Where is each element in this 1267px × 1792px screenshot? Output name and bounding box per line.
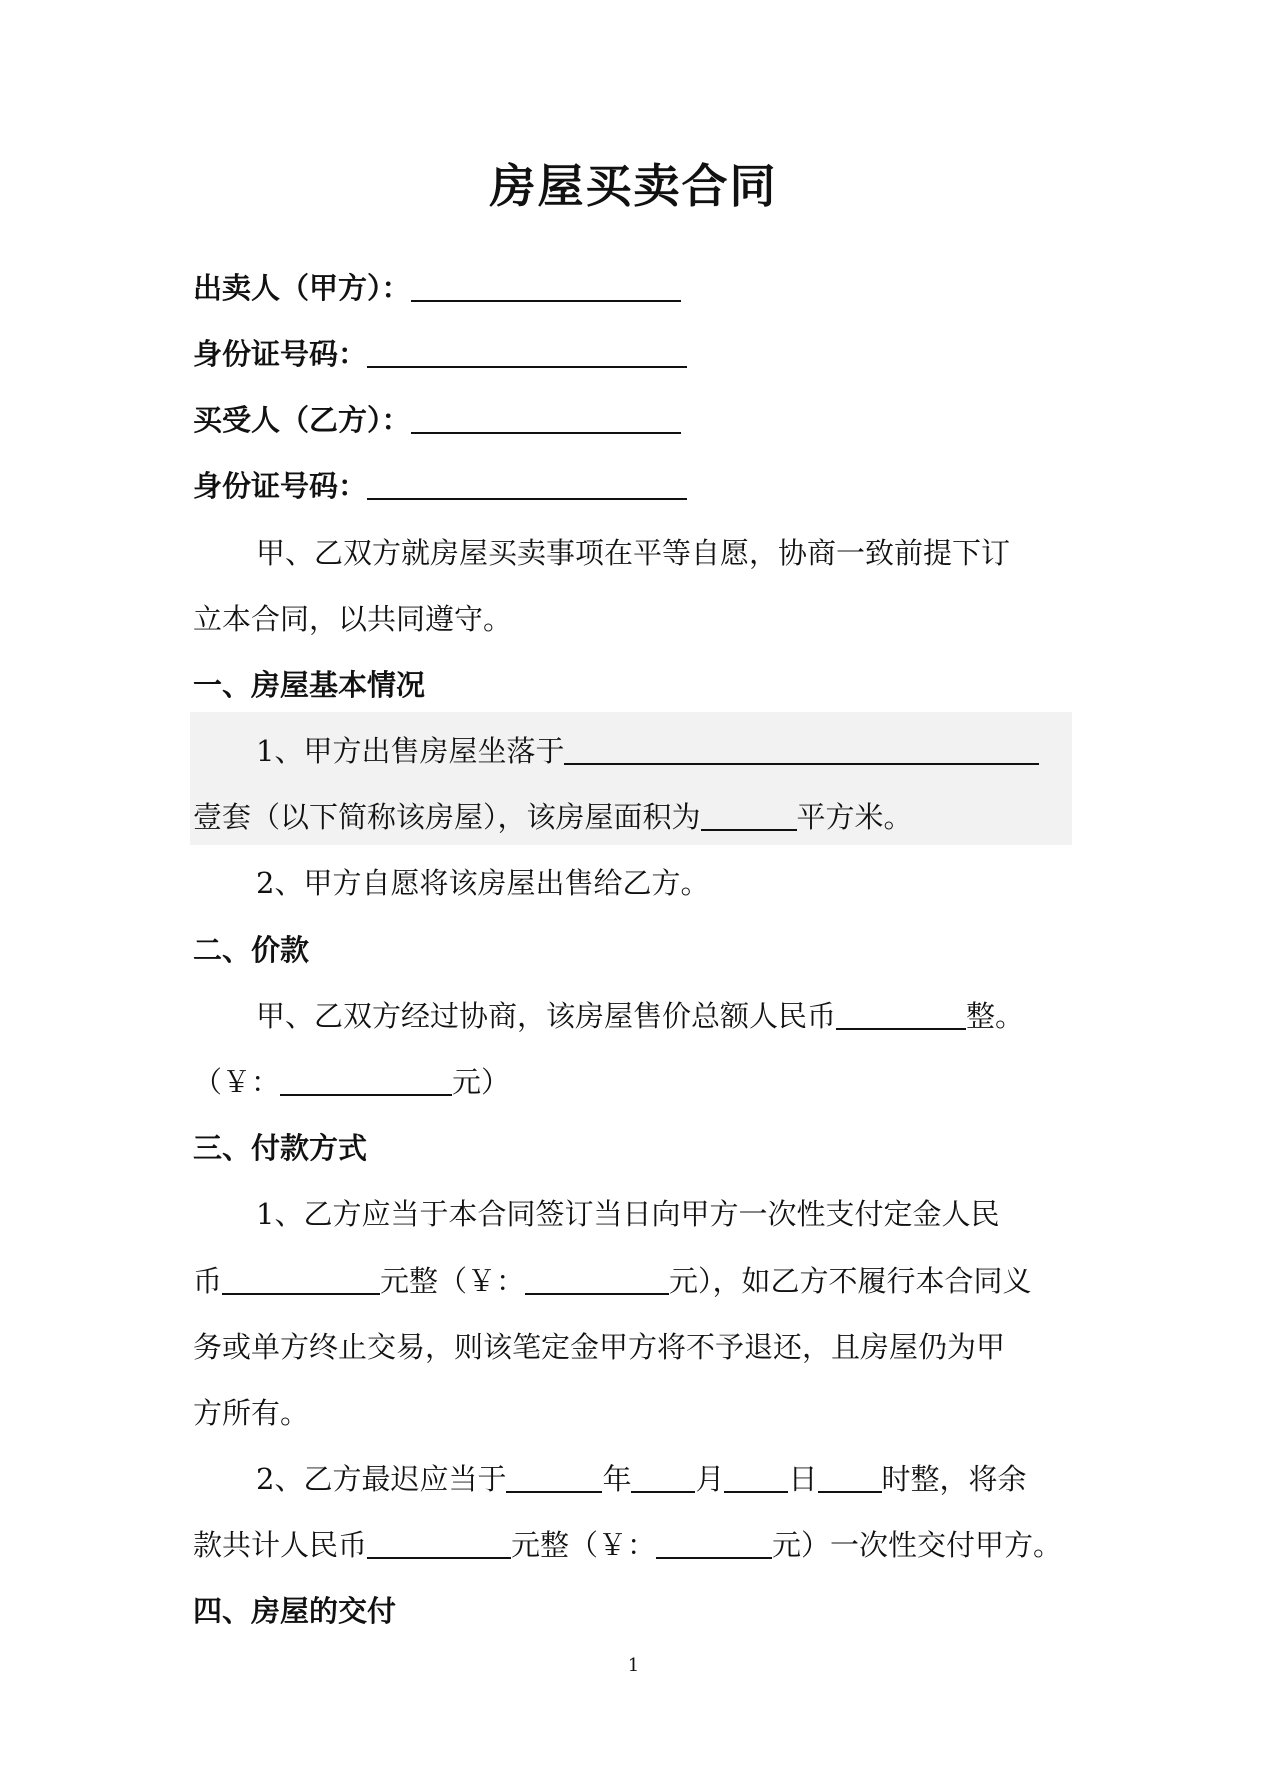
item1-text-b: 壹套（以下简称该房屋），该房屋面积为 xyxy=(193,800,701,834)
hour-blank[interactable] xyxy=(818,1461,882,1493)
seller-label: 出卖人（甲方）： xyxy=(193,271,411,305)
deposit-text-a: 币 xyxy=(193,1264,223,1298)
item1-text-a: 1、甲方出售房屋坐落于 xyxy=(256,734,565,768)
section-2-heading: 二、价款 xyxy=(193,933,310,967)
section-1-item-1-line-2 xyxy=(193,797,1073,837)
intro-line-1: 甲、乙双方就房屋买卖事项在平等自愿，协商一致前提下订 xyxy=(256,536,1011,570)
seller-blank[interactable] xyxy=(411,270,681,302)
buyer-id-label: 身份证号码： xyxy=(193,469,368,503)
month-label: 月 xyxy=(695,1462,725,1496)
day-label: 日 xyxy=(788,1462,818,1496)
price-yen-label: （￥： xyxy=(193,1065,281,1099)
deposit-words-blank[interactable] xyxy=(222,1263,380,1295)
section-3-p1-line-3: 务或单方终止交易，则该笔定金甲方将不予退还，且房屋仍为甲 xyxy=(193,1330,1006,1364)
seller-line xyxy=(193,268,1073,308)
seller-id-line xyxy=(193,334,1073,374)
buyer-id-blank[interactable] xyxy=(367,468,687,500)
balance-amount-blank[interactable] xyxy=(656,1527,772,1559)
section-1-item-1-line-1 xyxy=(256,731,1136,771)
balance-text-a: 款共计人民币 xyxy=(193,1528,368,1562)
location-blank[interactable] xyxy=(564,733,1039,765)
section-3-p2-line-1 xyxy=(256,1459,1136,1499)
section-1-heading: 一、房屋基本情况 xyxy=(193,668,426,702)
buyer-line xyxy=(193,400,1073,440)
seller-id-label: 身份证号码： xyxy=(193,337,368,371)
section-4-heading: 四、房屋的交付 xyxy=(193,1594,397,1628)
price-text-a: 甲、乙双方经过协商，该房屋售价总额人民币 xyxy=(256,999,837,1033)
seller-id-blank[interactable] xyxy=(367,336,687,368)
balance-hour-text: 时整，将余 xyxy=(881,1462,1027,1496)
price-words-blank[interactable] xyxy=(836,998,966,1030)
section-3-p1-line-1: 1、乙方应当于本合同签订当日向甲方一次性支付定金人民 xyxy=(256,1197,1000,1231)
section-3-p1-line-4: 方所有。 xyxy=(193,1396,310,1430)
section-2-line-2 xyxy=(193,1062,1073,1102)
page-number: 1 xyxy=(627,1655,640,1676)
section-2-line-1 xyxy=(256,996,1136,1036)
buyer-blank[interactable] xyxy=(411,402,681,434)
balance-date-text: 2、乙方最迟应当于 xyxy=(256,1462,507,1496)
price-text-b: 整。 xyxy=(966,999,1025,1033)
balance-text-b: 元整（￥： xyxy=(511,1528,657,1562)
deposit-text-b: 元整（￥： xyxy=(380,1264,526,1298)
intro-line-2: 立本合同，以共同遵守。 xyxy=(193,602,513,636)
balance-text-c: 元）一次性交付甲方。 xyxy=(772,1528,1063,1562)
document-title: 房屋买卖合同 xyxy=(489,159,778,213)
price-yen-unit: 元） xyxy=(452,1065,511,1099)
day-blank[interactable] xyxy=(724,1461,788,1493)
buyer-label: 买受人（乙方）： xyxy=(193,403,411,437)
section-3-p2-line-2 xyxy=(193,1525,1073,1565)
deposit-amount-blank[interactable] xyxy=(525,1263,669,1295)
month-blank[interactable] xyxy=(631,1461,695,1493)
section-3-heading: 三、付款方式 xyxy=(193,1131,368,1165)
buyer-id-line xyxy=(193,466,1073,506)
item1-text-c: 平方米。 xyxy=(796,800,913,834)
section-3-p1-line-2 xyxy=(193,1261,1073,1301)
section-1-item-2: 2、甲方自愿将该房屋出售给乙方。 xyxy=(256,866,710,900)
year-blank[interactable] xyxy=(506,1461,602,1493)
price-amount-blank[interactable] xyxy=(280,1064,452,1096)
balance-words-blank[interactable] xyxy=(367,1527,511,1559)
deposit-text-c: 元），如乙方不履行本合同义 xyxy=(669,1264,1032,1298)
area-blank[interactable] xyxy=(701,799,797,831)
year-label: 年 xyxy=(602,1462,632,1496)
